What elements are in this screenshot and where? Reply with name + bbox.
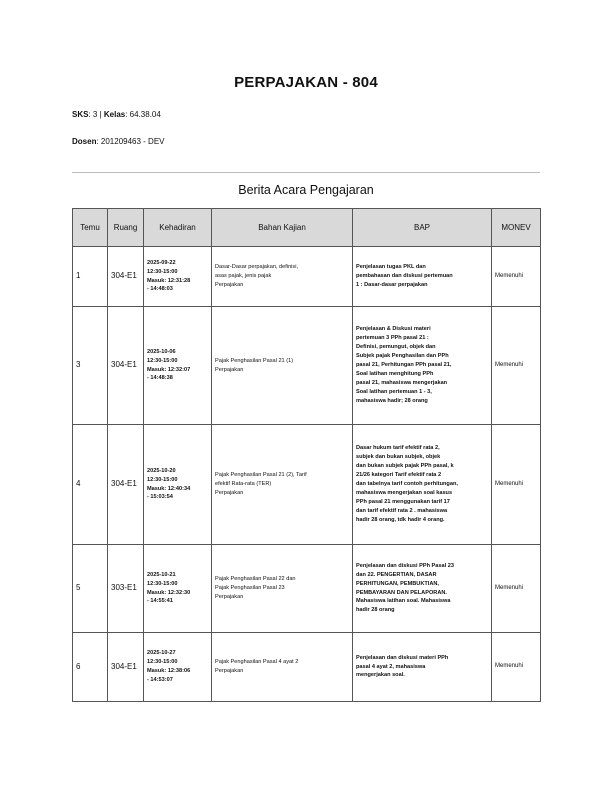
bahan-line: Perpajakan bbox=[215, 366, 244, 373]
bap-line: hadir 28 orang bbox=[356, 607, 395, 614]
cell-bahan-kajian bbox=[212, 425, 353, 545]
header-bap: BAP bbox=[353, 209, 492, 247]
kehadiran-line: - 14:55:41 bbox=[147, 598, 173, 605]
bahan-line: Pajak Penghasilan Pasal 21 (1) bbox=[215, 357, 294, 364]
bap-line: dan tarif efektif rata 2 . mahasiswa bbox=[356, 507, 448, 514]
kehadiran-line: - 14:48:38 bbox=[147, 375, 173, 382]
sks-value: : 3 | bbox=[88, 110, 104, 119]
bap-line: pasal 4 ayat 2, mahasiswa bbox=[356, 663, 426, 670]
bahan-line: efektif Rata-rata (TER) bbox=[215, 481, 272, 488]
bap-line: PEMBAYARAN DAN PELAPORAN. bbox=[356, 589, 447, 596]
cell-bap bbox=[353, 545, 492, 633]
cell-kehadiran bbox=[144, 307, 212, 425]
course-meta-dosen bbox=[72, 137, 165, 146]
cell-bap bbox=[353, 307, 492, 425]
bap-line: Soal latihan pertemuan 1 - 3, bbox=[356, 388, 432, 395]
bap-line: mahasiswa hadir; 28 orang bbox=[356, 397, 428, 404]
table-header-row bbox=[73, 209, 541, 247]
kehadiran-line: 2025-10-21 bbox=[147, 571, 176, 578]
bap-line: pertemuan 3 PPh pasal 21 : bbox=[356, 335, 429, 342]
header-monev: MONEV bbox=[492, 209, 541, 247]
cell-ruang: 304-E1 bbox=[108, 247, 144, 307]
bap-line: subjek dan bukan subjek, objek bbox=[356, 454, 441, 461]
kehadiran-line: 12:30-15:00 bbox=[147, 580, 178, 587]
kelas-label: Kelas bbox=[103, 110, 126, 119]
section-title: Berita Acara Pengajaran bbox=[238, 183, 374, 197]
bap-line: Definisi, pemungut, objek dan bbox=[356, 344, 436, 351]
kehadiran-line: 2025-10-06 bbox=[147, 348, 176, 355]
bahan-line: Dasar-Dasar perpajakan, definisi, bbox=[215, 264, 299, 271]
cell-bap bbox=[353, 247, 492, 307]
bap-line: Soal latihan menghitung PPh bbox=[356, 370, 434, 377]
cell-kehadiran bbox=[144, 425, 212, 545]
kehadiran-line: - 14:48:03 bbox=[147, 286, 173, 293]
kehadiran-line: - 14:53:07 bbox=[147, 676, 173, 683]
kehadiran-line: Masuk: 12:38:06 bbox=[147, 668, 191, 674]
bahan-line: Perpajakan bbox=[215, 489, 244, 496]
kehadiran-line: 2025-09-22 bbox=[147, 259, 176, 266]
bap-line: mahasiswa mengerjakan soal kasus bbox=[356, 489, 453, 496]
cell-bahan-kajian bbox=[212, 307, 353, 425]
cell-temu: 3 bbox=[73, 307, 108, 425]
kelas-value: : 64.38.04 bbox=[125, 110, 161, 119]
cell-bap bbox=[353, 425, 492, 545]
course-title: PERPAJAKAN - 804 bbox=[234, 74, 378, 91]
bahan-line: Perpajakan bbox=[215, 281, 244, 288]
bahan-line: Pajak Penghasilan Pasal 22 dan bbox=[215, 576, 296, 583]
kehadiran-line: Masuk: 12:32:30 bbox=[147, 589, 191, 596]
cell-temu: 4 bbox=[73, 425, 108, 545]
cell-monev: Memenuhi bbox=[492, 425, 541, 545]
table-row bbox=[73, 545, 541, 633]
table-row bbox=[73, 425, 541, 545]
bap-line: 1 : Dasar-dasar perpajakan bbox=[356, 281, 428, 288]
bahan-line: Perpajakan bbox=[215, 593, 244, 600]
dosen-value: : 201209463 - DEV bbox=[96, 137, 165, 146]
cell-kehadiran bbox=[144, 247, 212, 307]
kehadiran-line: Masuk: 12:40:34 bbox=[147, 485, 191, 492]
header-ruang: Ruang bbox=[108, 209, 144, 247]
bap-line: Penjelasan dan diskusi PPh Pasal 23 bbox=[356, 562, 454, 569]
cell-bap bbox=[353, 633, 492, 702]
table-row bbox=[73, 307, 541, 425]
kehadiran-line: 12:30-15:00 bbox=[147, 659, 178, 666]
cell-ruang: 303-E1 bbox=[108, 545, 144, 633]
table-row bbox=[73, 247, 541, 307]
bap-line: pembahasan dan diskusi pertemuan bbox=[356, 273, 453, 280]
bap-line: Penjelasan tugas PKL dan bbox=[356, 264, 426, 271]
cell-monev: Memenuhi bbox=[492, 307, 541, 425]
bap-line: dan bukan subjek pajak PPh pasal, k bbox=[356, 463, 454, 470]
bap-line: PERHITUNGAN, PEMBUKTIAN, bbox=[356, 580, 439, 587]
kehadiran-line: Masuk: 12:31:28 bbox=[147, 277, 191, 284]
kehadiran-line: 12:30-15:00 bbox=[147, 476, 178, 483]
kehadiran-line: 12:30-15:00 bbox=[147, 357, 178, 364]
sks-label: SKS bbox=[72, 110, 89, 119]
cell-kehadiran bbox=[144, 545, 212, 633]
cell-temu: 1 bbox=[73, 247, 108, 307]
bahan-line: Perpajakan bbox=[215, 668, 244, 674]
divider bbox=[72, 172, 540, 173]
cell-monev: Memenuhi bbox=[492, 633, 541, 702]
bap-line: Penjelasan & Diskusi materi bbox=[356, 326, 431, 333]
bap-line: Penjelasan dan diskusi materi PPh bbox=[356, 654, 449, 661]
kehadiran-line: Masuk: 12:32:07 bbox=[147, 366, 191, 373]
bahan-line: asas pajak, jenis pajak bbox=[215, 273, 272, 280]
bap-line: pasal 21, mahasiswa mengerjakan bbox=[356, 379, 448, 386]
bap-line: pasal 21, Perhitungan PPh pasal 21, bbox=[356, 362, 452, 369]
bap-line: dan tabelnya tarif contoh perhitungan, bbox=[356, 481, 458, 488]
bahan-line: Pajak Penghasilan Pasal 21 (2), Tarif bbox=[215, 472, 307, 479]
bap-line: dan 22. PENGERTIAN, DASAR bbox=[356, 571, 437, 578]
course-meta-sks-kelas bbox=[72, 110, 161, 119]
kehadiran-line: - 15:03:54 bbox=[147, 494, 173, 501]
table-row bbox=[73, 633, 541, 702]
bap-line: Subjek pajak Penghasilan dan PPh bbox=[356, 353, 449, 360]
kehadiran-line: 12:30-15:00 bbox=[147, 268, 178, 275]
cell-monev: Memenuhi bbox=[492, 247, 541, 307]
header-kehadiran: Kehadiran bbox=[144, 209, 212, 247]
kehadiran-line: 2025-10-27 bbox=[147, 650, 176, 657]
cell-monev: Memenuhi bbox=[492, 545, 541, 633]
cell-bahan-kajian bbox=[212, 545, 353, 633]
cell-ruang: 304-E1 bbox=[108, 425, 144, 545]
cell-bahan-kajian bbox=[212, 247, 353, 307]
bap-line: mengerjakan soal. bbox=[356, 672, 405, 679]
bap-line: PPh pasal 21 menggunakan tarif 17 bbox=[356, 498, 450, 505]
berita-acara-table bbox=[72, 208, 541, 702]
cell-ruang: 304-E1 bbox=[108, 307, 144, 425]
header-bahan-kajian: Bahan Kajian bbox=[212, 209, 353, 247]
bahan-line: Pajak Penghasilan Pasal 23 bbox=[215, 585, 285, 592]
cell-bahan-kajian bbox=[212, 633, 353, 702]
dosen-label: Dosen bbox=[72, 137, 97, 146]
kehadiran-line: 2025-10-20 bbox=[147, 467, 176, 474]
bap-line: hadir 28 orang, tdk hadir 4 orang. bbox=[356, 516, 445, 523]
bap-line: Mahasiswa latihan soal. Mahasiswa bbox=[356, 598, 451, 605]
cell-temu: 6 bbox=[73, 633, 108, 702]
bahan-line: Pajak Penghasilan Pasal 4 ayat 2 bbox=[215, 659, 299, 666]
cell-temu: 5 bbox=[73, 545, 108, 633]
bap-line: Dasar hukum tarif efektif rata 2, bbox=[356, 445, 440, 452]
bap-line: 21/26 kategori Tarif efektif rata 2 bbox=[356, 472, 442, 479]
header-temu: Temu bbox=[73, 209, 108, 247]
cell-kehadiran bbox=[144, 633, 212, 702]
cell-ruang: 304-E1 bbox=[108, 633, 144, 702]
